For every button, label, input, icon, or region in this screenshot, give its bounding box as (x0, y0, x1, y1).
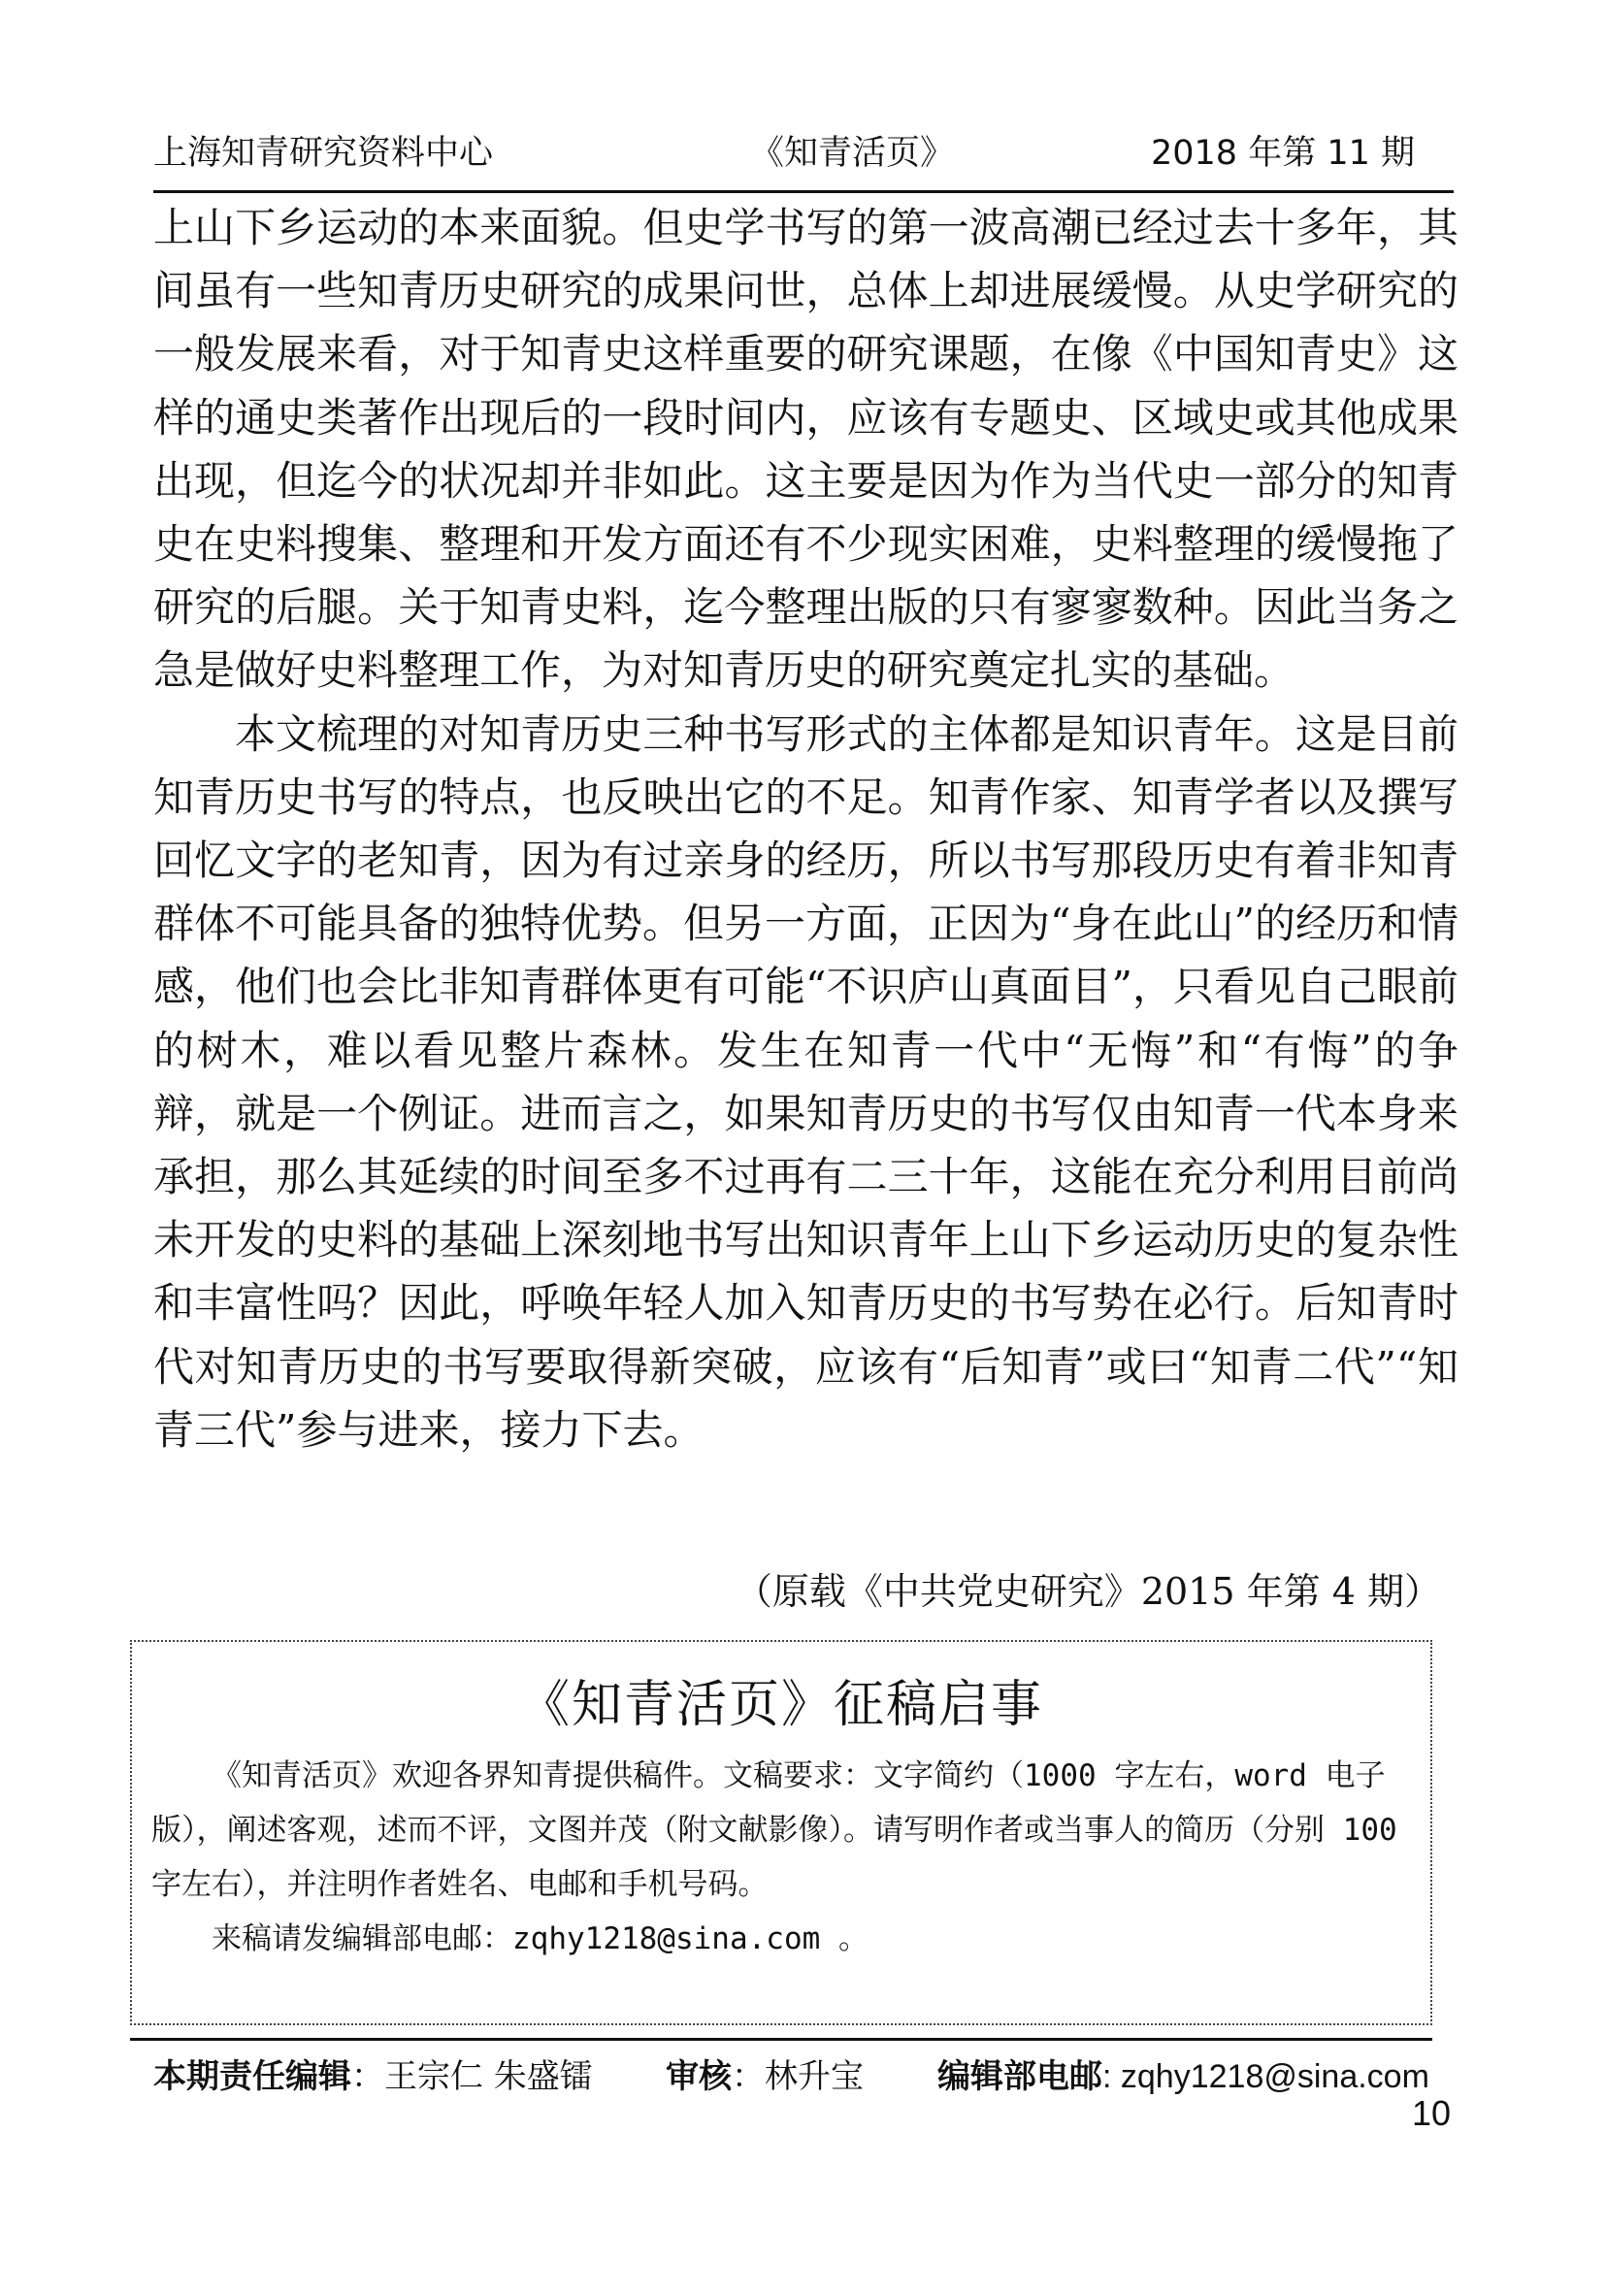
header-org: 上海知青研究资料中心 (153, 134, 494, 173)
running-header (153, 124, 1454, 182)
review-name: ：林升宝 (732, 2057, 864, 2096)
email-label: 编辑部电邮 (937, 2057, 1102, 2096)
notice-body (151, 1749, 1413, 1966)
page-number: 10 (1412, 2093, 1452, 2133)
call-for-papers-box (130, 1640, 1432, 2025)
article-paragraph: 本文梳理的对知青历史三种书写形式的主体都是知识青年。这是目前知青历史书写的特点，也反映出它的不足。知青作家、知青学者以及撰写回忆文字的老知青，因为有过亲身的经历，所以书写那段历史有着非知青群体不可能具备的独特优势。但另一方面，正因为“身在此山”的经历和情感，他们也会比非知青群体更有可能“不识庐山真面目”，只看见自己眼前的树木，难以看见整片森林。发生在知青一代中“无悔”和“有悔”的争辩，就是一个例证。进而言之，如果知青历史的书写仅由知青一代本身来承担，那么其延续的时间至多不过再有二三十年，这能在充分利用目前尚未开发的史料的基础上深刻地书写出知识青年上山下乡运动历史的复杂性和丰富性吗？因此，呼唤年轻人加入知青历史的书写势在必行。后知青时代对知青历史的书写要取得新突破，应该有“后知青”或曰“知青二代”“知青三代”参与进来，接力下去。 (153, 709, 1459, 1454)
notice-title: 《知青活页》征稿启事 (518, 1676, 1043, 1734)
article-body (153, 196, 1459, 1461)
editor-label: 本期责任编辑 (153, 2057, 351, 2096)
email-value: : zqhy1218@sina.com (1102, 2058, 1429, 2095)
notice-paragraph: 《知青活页》欢迎各界知青提供稿件。文稿要求：文字简约（1000 字左右，word 电子版），阐述客观，述而不评，文图并茂（附文献影像）。请写明作者或当事人的简历（分别 100 字左右），并注明作者姓名、电邮和手机号码。 (151, 1758, 1397, 1902)
editor-credit (153, 2048, 593, 2106)
header-divider (153, 190, 1454, 193)
article-source: （原载《中共党史研究》2015 年第 4 期） (735, 1570, 1441, 1613)
review-credit (666, 2048, 864, 2106)
header-publication: 《知青活页》 (750, 134, 955, 173)
email-credit (937, 2048, 1429, 2106)
footer-divider (130, 2038, 1432, 2041)
editor-names: ：王宗仁 朱盛镭 (351, 2057, 593, 2096)
header-issue: 2018 年第 11 期 (1151, 134, 1415, 173)
review-label: 审核 (666, 2057, 732, 2096)
notice-paragraph: 来稿请发编辑部电邮：zqhy1218@sina.com 。 (212, 1921, 869, 1956)
article-paragraph: 上山下乡运动的本来面貌。但史学书写的第一波高潮已经过去十多年，其间虽有一些知青历史研究的成果问世，总体上却进展缓慢。从史学研究的一般发展来看，对于知青史这样重要的研究课题，在像《中国知青史》这样的通史类著作出现后的一段时间内，应该有专题史、区域史或其他成果出现，但迄今的状况却并非如此。这主要是因为作为当代史一部分的知青史在史料搜集、整理和开发方面还有不少现实困难，史料整理的缓慢拖了研究的后腿。关于知青史料，迄今整理出版的只有寥寥数种。因此当务之急是做好史料整理工作，为对知青历史的研究奠定扎实的基础。 (153, 204, 1459, 695)
masthead-footer (153, 2048, 1454, 2106)
